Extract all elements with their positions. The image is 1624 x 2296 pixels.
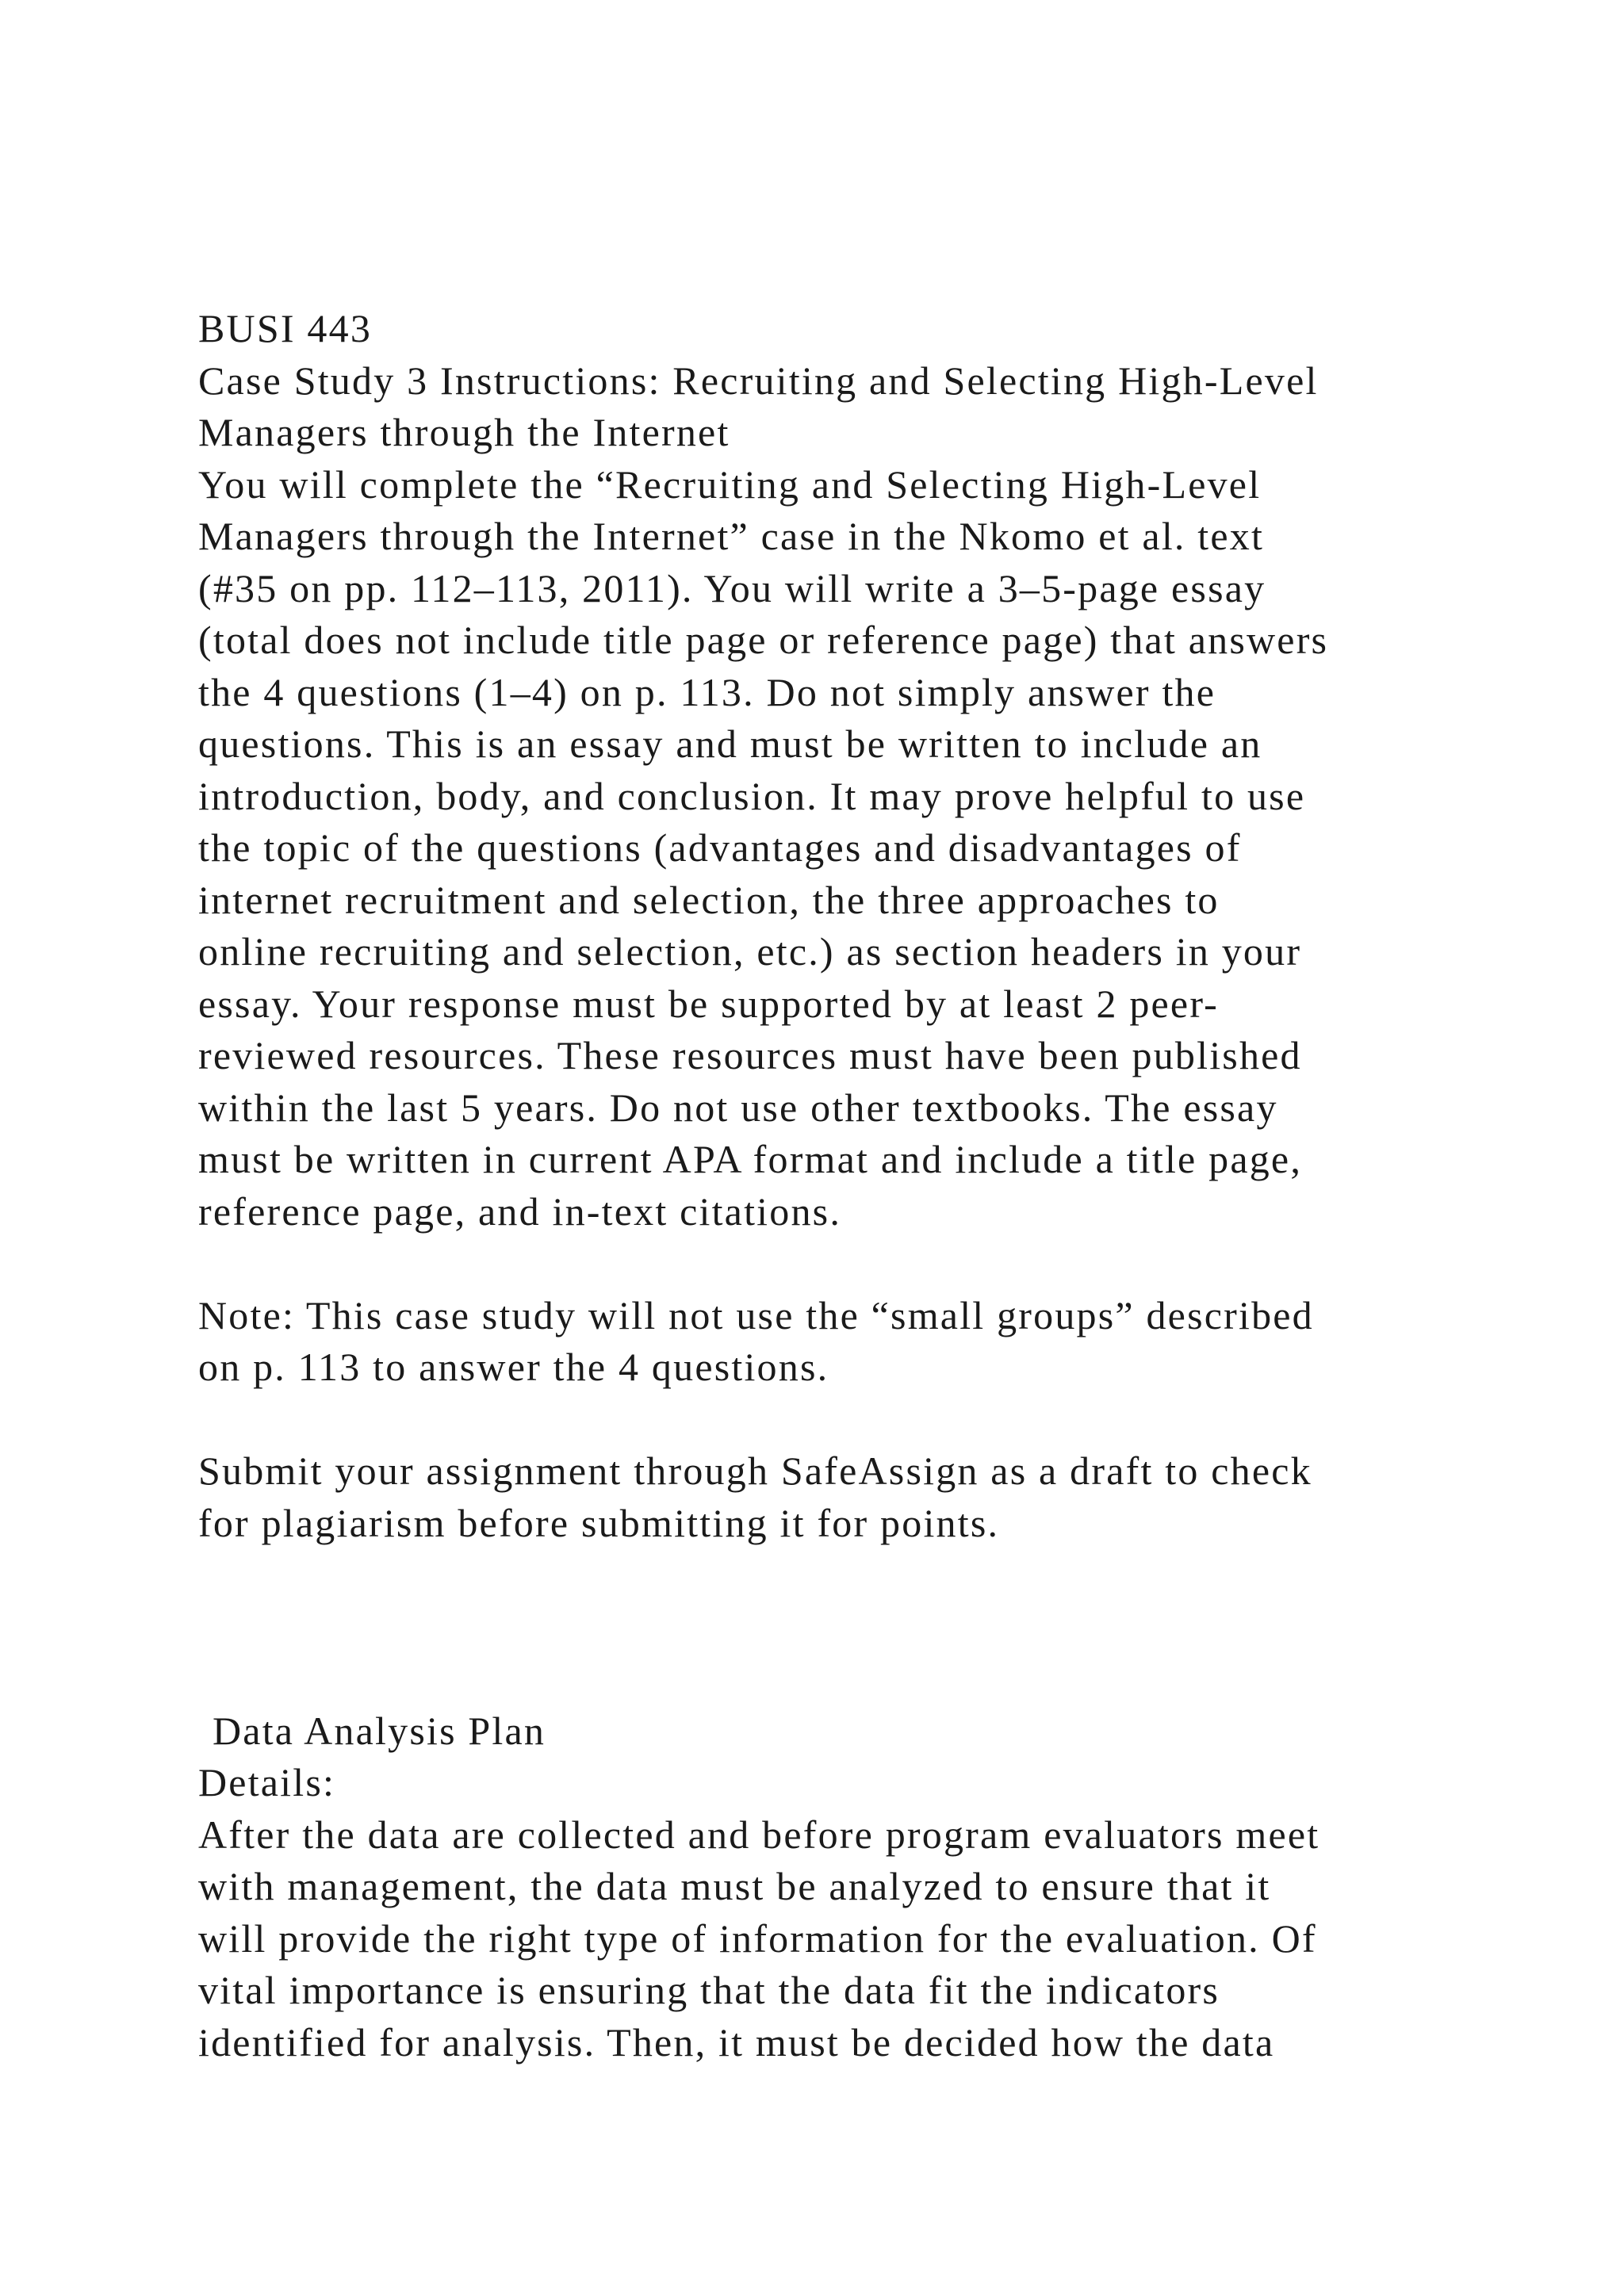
analysis-line: vital importance is ensuring that the data fit the indicators bbox=[198, 1968, 1220, 2012]
details-label: Details: bbox=[198, 1760, 336, 1804]
blank-line bbox=[198, 1549, 1594, 1601]
instructions-line: Managers through the Internet” case in the Nkomo et al. text bbox=[198, 514, 1265, 558]
case-title-line: Case Study 3 Instructions: Recruiting and Selecting High-Level bbox=[198, 358, 1319, 403]
instructions-line: the topic of the questions (advantages and disadvantages of bbox=[198, 825, 1242, 870]
instructions-line: must be written in current APA format and include a title page, bbox=[198, 1137, 1303, 1181]
instructions-line: You will complete the “Recruiting and Selecting High-Level bbox=[198, 461, 1262, 507]
section-title: Data Analysis Plan bbox=[213, 1708, 546, 1753]
analysis-line: identified for analysis. Then, it must be decided how the data bbox=[198, 2019, 1275, 2064]
instructions-line: within the last 5 years. Do not use other textbooks. The essay bbox=[198, 1085, 1278, 1130]
instructions-line: reference page, and in-text citations. bbox=[198, 1188, 842, 1234]
instructions-line: questions. This is an essay and must be written to include an bbox=[198, 721, 1262, 766]
blank-line bbox=[198, 1394, 1594, 1446]
instructions-line: (#35 on pp. 112–113, 2011). You will write a 3–5-page essay bbox=[198, 565, 1266, 610]
blank-line bbox=[198, 1238, 1594, 1290]
course-code: BUSI 443 bbox=[198, 306, 373, 350]
blank-line bbox=[198, 1601, 1594, 1654]
instructions-line: introduction, body, and conclusion. It may prove helpful to use bbox=[198, 773, 1306, 818]
instructions-line: the 4 questions (1–4) on p. 113. Do not simply answer the bbox=[198, 669, 1216, 714]
case-title-line: Managers through the Internet bbox=[198, 410, 730, 454]
instructions-line: online recruiting and selection, etc.) as section headers in your bbox=[198, 929, 1302, 974]
blank-line bbox=[198, 1653, 1594, 1705]
instructions-line: (total does not include title page or reference page) that answers bbox=[198, 618, 1329, 662]
note-line: on p. 113 to answer the 4 questions. bbox=[198, 1345, 829, 1389]
analysis-line: will provide the right type of information for the evaluation. Of bbox=[198, 1915, 1317, 1961]
analysis-line: with management, the data must be analyzed to ensure that it bbox=[198, 1864, 1271, 1908]
note-line: Note: This case study will not use the “small groups” described bbox=[198, 1292, 1314, 1337]
document-text bbox=[198, 303, 1594, 2068]
analysis-line: After the data are collected and before program evaluators meet bbox=[198, 1812, 1320, 1857]
submit-line: for plagiarism before submitting it for points. bbox=[198, 1500, 1000, 1545]
instructions-line: reviewed resources. These resources must have been published bbox=[198, 1033, 1302, 1077]
submit-line: Submit your assignment through SafeAssign as a draft to check bbox=[198, 1448, 1312, 1493]
instructions-line: internet recruitment and selection, the three approaches to bbox=[198, 877, 1220, 922]
instructions-line: essay. Your response must be supported by at least 2 peer- bbox=[198, 981, 1220, 1026]
